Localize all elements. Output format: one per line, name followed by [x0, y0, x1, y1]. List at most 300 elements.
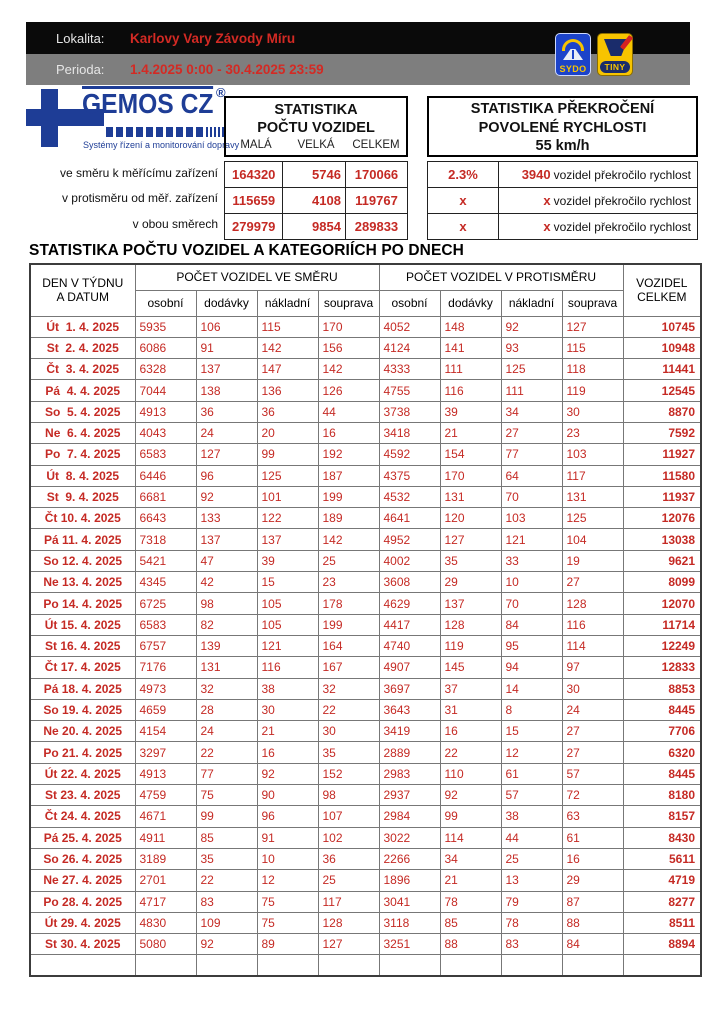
count-cell: 30 — [562, 401, 623, 422]
count-cell: 2984 — [379, 806, 440, 827]
count-cell: 192 — [318, 444, 379, 465]
count-cell: 13 — [501, 870, 562, 891]
count-cell: 4907 — [379, 657, 440, 678]
total-cell: 8157 — [623, 806, 701, 827]
count-cell: 35 — [196, 848, 257, 869]
table-row — [30, 401, 701, 422]
count-cell: 152 — [318, 763, 379, 784]
count-cell: 29 — [440, 572, 501, 593]
count-cell: 25 — [501, 848, 562, 869]
vehicle-count-grid — [224, 161, 408, 240]
speed-row — [428, 162, 698, 188]
speed-suffix: vozidel překročilo rychlost — [553, 168, 691, 182]
table-row — [30, 422, 701, 443]
count-cell: 156 — [318, 337, 379, 358]
count-cell: 4830 — [135, 912, 196, 933]
total-cell: 7592 — [623, 422, 701, 443]
total-cell: 4719 — [623, 870, 701, 891]
count-cell: 101 — [257, 486, 318, 507]
count-cell: 4124 — [379, 337, 440, 358]
total-cell: 9621 — [623, 550, 701, 571]
count-cell — [196, 955, 257, 976]
count-cell: 75 — [257, 912, 318, 933]
table-row — [30, 635, 701, 656]
count-cell: 115 — [257, 316, 318, 337]
date-cell: St 16. 4. 2025 — [30, 635, 135, 656]
gemos-name: GEMOS CZ — [82, 88, 214, 119]
date-cell: Po 7. 4. 2025 — [30, 444, 135, 465]
date-cell: Pá 18. 4. 2025 — [30, 678, 135, 699]
count-cell: 84 — [562, 934, 623, 955]
count-cell: 30 — [318, 721, 379, 742]
gemos-tagline: Systémy řízení a monitorování dopravy — [83, 140, 240, 150]
gemos-logo — [26, 85, 240, 152]
speed-count: x — [543, 193, 551, 208]
total-cell: 11580 — [623, 465, 701, 486]
total-cell: 11441 — [623, 359, 701, 380]
col-header-total-line2: CELKEM — [637, 290, 687, 305]
count-cell: 38 — [257, 678, 318, 699]
total-cell: 8445 — [623, 699, 701, 720]
speed-percent: x — [428, 214, 499, 240]
perioda-value: 1.4.2025 0:00 - 30.4.2025 23:59 — [130, 62, 324, 77]
size-header-celkem: CELKEM — [352, 139, 400, 152]
date-cell: Ne 6. 4. 2025 — [30, 422, 135, 443]
count-cell: 2266 — [379, 848, 440, 869]
count-cell: 119 — [440, 635, 501, 656]
count-cell: 178 — [318, 593, 379, 614]
sub-header-dodavky: dodávky — [196, 290, 257, 316]
count-cell: 92 — [196, 934, 257, 955]
count-cell: 9854 — [283, 214, 346, 240]
count-cell: 22 — [196, 742, 257, 763]
tiny-pencil-icon — [620, 35, 633, 50]
count-cell: 3419 — [379, 721, 440, 742]
speed-count: 3940 — [521, 167, 551, 182]
count-cell: 23 — [562, 422, 623, 443]
count-cell: 5935 — [135, 316, 196, 337]
sub-header-nakladni: nákladní — [257, 290, 318, 316]
vehicle-size-headers — [226, 139, 406, 151]
count-cell: 24 — [196, 422, 257, 443]
speed-result-cell — [499, 188, 698, 214]
count-cell: 78 — [440, 891, 501, 912]
count-cell: 109 — [196, 912, 257, 933]
speed-row — [428, 214, 698, 240]
count-cell: 30 — [257, 699, 318, 720]
count-cell: 6725 — [135, 593, 196, 614]
date-cell: Ne 27. 4. 2025 — [30, 870, 135, 891]
count-cell: 77 — [501, 444, 562, 465]
count-cell: 3251 — [379, 934, 440, 955]
direction-label-towards: ve směru k měřícímu zařízení — [59, 166, 218, 180]
count-cell: 127 — [562, 316, 623, 337]
count-cell: 4671 — [135, 806, 196, 827]
count-cell: 4952 — [379, 529, 440, 550]
count-cell: 114 — [562, 635, 623, 656]
speed-suffix: vozidel překročilo rychlost — [553, 194, 691, 208]
direction-label-opposite: v protisměru od měř. zařízení — [61, 191, 218, 206]
table-row — [30, 465, 701, 486]
count-cell: 70 — [501, 593, 562, 614]
partner-logos — [555, 33, 633, 76]
count-cell: 4717 — [135, 891, 196, 912]
count-cell: 6583 — [135, 444, 196, 465]
total-cell: 8430 — [623, 827, 701, 848]
count-cell: 16 — [257, 742, 318, 763]
count-cell: 85 — [196, 827, 257, 848]
count-cell: 127 — [196, 444, 257, 465]
count-cell: 125 — [257, 465, 318, 486]
count-cell: 27 — [562, 721, 623, 742]
table-row — [30, 550, 701, 571]
count-cell: 47 — [196, 550, 257, 571]
total-cell: 11927 — [623, 444, 701, 465]
count-cell: 128 — [562, 593, 623, 614]
lokalita-label: Lokalita: — [56, 30, 105, 46]
count-cell: 189 — [318, 508, 379, 529]
count-cell: 111 — [440, 359, 501, 380]
count-cell: 115 — [562, 337, 623, 358]
count-cell: 3189 — [135, 848, 196, 869]
count-cell: 147 — [257, 359, 318, 380]
table-row — [30, 486, 701, 507]
count-cell: 279979 — [225, 214, 283, 240]
total-cell: 8099 — [623, 572, 701, 593]
count-cell: 91 — [196, 337, 257, 358]
count-cell — [379, 955, 440, 976]
count-cell: 27 — [501, 422, 562, 443]
count-cell: 199 — [318, 614, 379, 635]
table-row — [30, 763, 701, 784]
count-cell: 3418 — [379, 422, 440, 443]
speed-result-cell — [499, 162, 698, 188]
date-cell: Ne 13. 4. 2025 — [30, 572, 135, 593]
table-row — [30, 657, 701, 678]
col-header-total — [623, 264, 701, 316]
count-cell: 4913 — [135, 401, 196, 422]
total-cell: 11714 — [623, 614, 701, 635]
count-cell: 170 — [440, 465, 501, 486]
count-cell: 105 — [257, 593, 318, 614]
count-cell: 3297 — [135, 742, 196, 763]
date-cell: Ne 20. 4. 2025 — [30, 721, 135, 742]
speed-stats-grid — [427, 161, 698, 240]
daily-table-title: STATISTIKA POČTU VOZIDEL A KATEGORIÍCH PO DNECH — [29, 242, 464, 259]
count-cell: 64 — [501, 465, 562, 486]
size-header-velka: VELKÁ — [297, 139, 335, 152]
count-cell: 33 — [501, 550, 562, 571]
total-cell: 8853 — [623, 678, 701, 699]
count-cell: 4532 — [379, 486, 440, 507]
count-cell: 131 — [440, 486, 501, 507]
count-cell: 6757 — [135, 635, 196, 656]
count-cell — [257, 955, 318, 976]
gemos-dash-bar — [106, 127, 208, 137]
count-cell: 107 — [318, 806, 379, 827]
count-cell: 84 — [501, 614, 562, 635]
count-cell: 4154 — [135, 721, 196, 742]
count-cell: 12 — [257, 870, 318, 891]
total-cell: 6320 — [623, 742, 701, 763]
count-cell: 92 — [501, 316, 562, 337]
count-cell: 20 — [257, 422, 318, 443]
total-cell: 8180 — [623, 785, 701, 806]
table-row — [30, 827, 701, 848]
date-cell: Po 28. 4. 2025 — [30, 891, 135, 912]
count-cell: 114 — [440, 827, 501, 848]
count-cell: 99 — [257, 444, 318, 465]
count-cell: 42 — [196, 572, 257, 593]
speed-row — [428, 188, 698, 214]
count-cell: 93 — [501, 337, 562, 358]
count-cell: 87 — [562, 891, 623, 912]
count-cell: 4629 — [379, 593, 440, 614]
count-cell: 5421 — [135, 550, 196, 571]
count-cell: 6681 — [135, 486, 196, 507]
date-cell: Út 29. 4. 2025 — [30, 912, 135, 933]
table-row — [30, 934, 701, 955]
count-cell: 142 — [318, 529, 379, 550]
count-cell: 4417 — [379, 614, 440, 635]
count-cell: 4755 — [379, 380, 440, 401]
count-cell: 137 — [196, 359, 257, 380]
count-cell: 4002 — [379, 550, 440, 571]
count-cell: 39 — [257, 550, 318, 571]
total-cell: 8870 — [623, 401, 701, 422]
count-cell — [562, 955, 623, 976]
daily-table — [29, 263, 702, 977]
count-cell: 121 — [257, 635, 318, 656]
count-cell: 21 — [257, 721, 318, 742]
count-cell: 122 — [257, 508, 318, 529]
count-cell: 138 — [196, 380, 257, 401]
table-row — [30, 444, 701, 465]
date-cell: Čt 10. 4. 2025 — [30, 508, 135, 529]
count-cell: 31 — [440, 699, 501, 720]
count-cell: 131 — [196, 657, 257, 678]
count-cell: 142 — [257, 337, 318, 358]
count-cell: 28 — [196, 699, 257, 720]
total-cell: 12076 — [623, 508, 701, 529]
count-cell: 2937 — [379, 785, 440, 806]
date-cell: Út 22. 4. 2025 — [30, 763, 135, 784]
count-cell — [318, 955, 379, 976]
table-row — [30, 891, 701, 912]
table-row — [30, 806, 701, 827]
count-cell: 4913 — [135, 763, 196, 784]
count-cell: 3022 — [379, 827, 440, 848]
count-cell: 90 — [257, 785, 318, 806]
count-cell: 116 — [562, 614, 623, 635]
date-cell: Po 14. 4. 2025 — [30, 593, 135, 614]
count-cell — [135, 955, 196, 976]
count-cell: 75 — [257, 891, 318, 912]
count-cell: 125 — [501, 359, 562, 380]
table-row — [30, 955, 701, 976]
count-cell: 6643 — [135, 508, 196, 529]
total-cell: 13038 — [623, 529, 701, 550]
count-cell: 99 — [196, 806, 257, 827]
count-cell: 44 — [501, 827, 562, 848]
table-row — [30, 316, 701, 337]
count-cell: 22 — [318, 699, 379, 720]
count-cell: 6446 — [135, 465, 196, 486]
count-cell: 4911 — [135, 827, 196, 848]
table-row — [30, 785, 701, 806]
table-row — [30, 508, 701, 529]
date-cell: Po 21. 4. 2025 — [30, 742, 135, 763]
daily-table-body — [30, 316, 701, 976]
total-cell: 5611 — [623, 848, 701, 869]
total-cell: 11937 — [623, 486, 701, 507]
count-cell: 7044 — [135, 380, 196, 401]
count-cell: 15 — [257, 572, 318, 593]
total-cell: 12545 — [623, 380, 701, 401]
count-cell: 36 — [196, 401, 257, 422]
count-cell: 12 — [501, 742, 562, 763]
table-row — [30, 848, 701, 869]
count-cell: 22 — [440, 742, 501, 763]
date-cell: Pá 11. 4. 2025 — [30, 529, 135, 550]
tiny-label: TINY — [600, 61, 630, 73]
sub-header-souprava: souprava — [318, 290, 379, 316]
count-cell: 115659 — [225, 188, 283, 214]
count-cell: 164320 — [225, 162, 283, 188]
group-header-opposite: POČET VOZIDEL V PROTISMĚRU — [379, 264, 623, 290]
count-cell: 98 — [196, 593, 257, 614]
count-cell: 61 — [562, 827, 623, 848]
count-cell: 7318 — [135, 529, 196, 550]
date-cell: Út 15. 4. 2025 — [30, 614, 135, 635]
table-row — [30, 572, 701, 593]
count-cell: 89 — [257, 934, 318, 955]
count-cell: 88 — [562, 912, 623, 933]
count-cell: 4740 — [379, 635, 440, 656]
sub-header-dodavky: dodávky — [440, 290, 501, 316]
count-cell: 88 — [440, 934, 501, 955]
count-cell: 75 — [196, 785, 257, 806]
lokalita-value: Karlovy Vary Závody Míru — [130, 30, 296, 46]
direction-label-both: v obou směrech — [132, 216, 218, 231]
table-row — [30, 359, 701, 380]
count-cell: 15 — [501, 721, 562, 742]
count-cell: 119767 — [345, 188, 407, 214]
count-cell: 125 — [562, 508, 623, 529]
date-cell: So 26. 4. 2025 — [30, 848, 135, 869]
table-row — [30, 742, 701, 763]
date-cell: Pá 25. 4. 2025 — [30, 827, 135, 848]
count-cell: 57 — [501, 785, 562, 806]
count-cell: 34 — [501, 401, 562, 422]
count-cell: 4375 — [379, 465, 440, 486]
tiny-logo — [597, 33, 633, 76]
date-cell: Čt 24. 4. 2025 — [30, 806, 135, 827]
count-cell — [501, 955, 562, 976]
speed-suffix: vozidel překročilo rychlost — [553, 220, 691, 234]
count-cell: 19 — [562, 550, 623, 571]
date-cell: So 5. 4. 2025 — [30, 401, 135, 422]
total-cell: 8277 — [623, 891, 701, 912]
count-cell: 3697 — [379, 678, 440, 699]
speed-title-line3: 55 km/h — [535, 138, 590, 155]
sub-header-osobni: osobní — [135, 290, 196, 316]
count-cell: 8 — [501, 699, 562, 720]
count-cell: 105 — [257, 614, 318, 635]
total-cell: 8894 — [623, 934, 701, 955]
sub-header-souprava: souprava — [562, 290, 623, 316]
count-cell: 38 — [501, 806, 562, 827]
count-cell: 111 — [501, 380, 562, 401]
count-cell: 32 — [196, 678, 257, 699]
sub-header-nakladni: nákladní — [501, 290, 562, 316]
vehicle-count-title-line2: POČTU VOZIDEL — [257, 120, 375, 137]
count-cell: 14 — [501, 678, 562, 699]
total-cell: 12070 — [623, 593, 701, 614]
count-cell: 3118 — [379, 912, 440, 933]
count-cell: 10 — [501, 572, 562, 593]
total-cell: 7706 — [623, 721, 701, 742]
count-cell: 5746 — [283, 162, 346, 188]
count-cell: 137 — [440, 593, 501, 614]
count-cell: 24 — [196, 721, 257, 742]
date-cell: Út 1. 4. 2025 — [30, 316, 135, 337]
direction-labels — [26, 161, 218, 237]
count-cell: 25 — [318, 870, 379, 891]
count-cell: 95 — [501, 635, 562, 656]
count-cell: 170 — [318, 316, 379, 337]
speed-title-line2: POVOLENÉ RYCHLOSTI — [478, 119, 647, 136]
count-cell: 5080 — [135, 934, 196, 955]
count-cell: 141 — [440, 337, 501, 358]
date-cell: St 9. 4. 2025 — [30, 486, 135, 507]
date-cell: Čt 17. 4. 2025 — [30, 657, 135, 678]
count-cell: 148 — [440, 316, 501, 337]
count-cell: 133 — [196, 508, 257, 529]
count-cell: 4659 — [135, 699, 196, 720]
count-cell: 118 — [562, 359, 623, 380]
sub-header-osobni: osobní — [379, 290, 440, 316]
count-cell: 4641 — [379, 508, 440, 529]
table-row — [30, 380, 701, 401]
count-cell: 3738 — [379, 401, 440, 422]
count-cell: 119 — [562, 380, 623, 401]
count-cell: 27 — [562, 742, 623, 763]
count-cell: 116 — [440, 380, 501, 401]
count-cell: 99 — [440, 806, 501, 827]
count-cell: 120 — [440, 508, 501, 529]
sydo-logo — [555, 33, 591, 76]
count-cell: 21 — [440, 422, 501, 443]
count-cell: 72 — [562, 785, 623, 806]
count-cell: 127 — [318, 934, 379, 955]
date-cell: So 12. 4. 2025 — [30, 550, 135, 571]
count-cell: 4345 — [135, 572, 196, 593]
count-cell: 91 — [257, 827, 318, 848]
speed-result-cell — [499, 214, 698, 240]
date-cell: St 2. 4. 2025 — [30, 337, 135, 358]
count-row-both — [225, 214, 408, 240]
count-cell: 137 — [257, 529, 318, 550]
date-cell: Út 8. 4. 2025 — [30, 465, 135, 486]
count-cell: 36 — [318, 848, 379, 869]
count-cell: 6086 — [135, 337, 196, 358]
count-cell: 117 — [318, 891, 379, 912]
count-cell — [440, 955, 501, 976]
count-cell: 92 — [440, 785, 501, 806]
count-cell: 167 — [318, 657, 379, 678]
table-row — [30, 678, 701, 699]
